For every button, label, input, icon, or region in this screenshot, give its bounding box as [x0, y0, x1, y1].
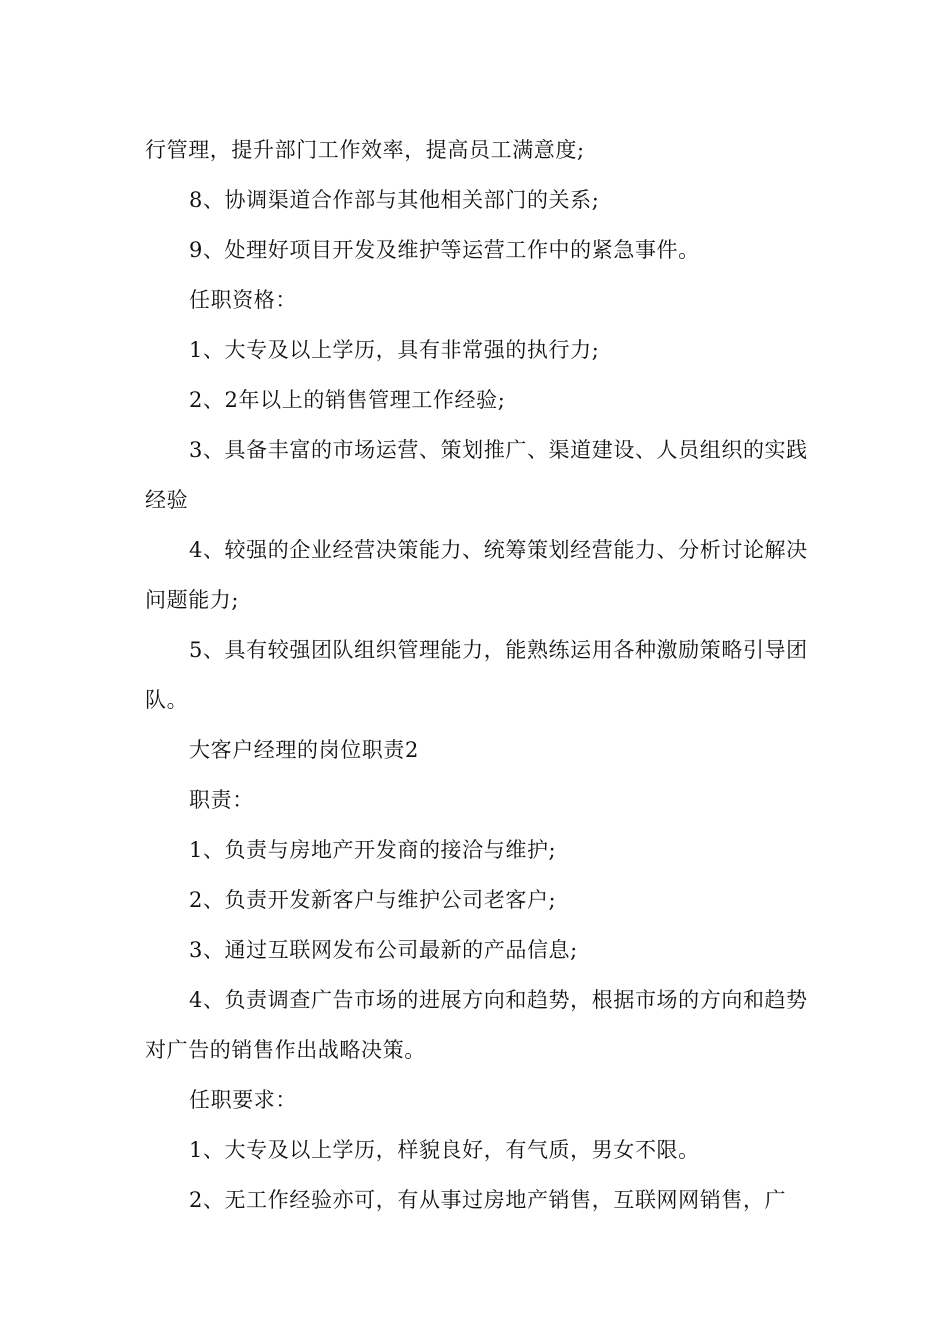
paragraph: 3、具备丰富的市场运营、策划推广、渠道建设、人员组织的实践经验: [145, 438, 808, 512]
paragraph: 1、大专及以上学历，具有非常强的执行力;: [189, 338, 600, 362]
section-title: 大客户经理的岗位职责2: [189, 738, 419, 762]
paragraph: 1、负责与房地产开发商的接洽与维护;: [189, 838, 557, 862]
paragraph: 4、较强的企业经营决策能力、统筹策划经营能力、分析讨论解决问题能力;: [145, 538, 808, 612]
paragraph: 4、负责调查广告市场的进展方向和趋势，根据市场的方向和趋势对广告的销售作出战略决策。: [145, 988, 808, 1062]
paragraph: 3、通过互联网发布公司最新的产品信息;: [189, 938, 578, 962]
section-heading: 任职资格：: [189, 288, 297, 312]
paragraph: 8、协调渠道合作部与其他相关部门的关系;: [189, 188, 600, 212]
paragraph: 1、大专及以上学历，样貌良好，有气质，男女不限。: [189, 1138, 700, 1162]
paragraph: 2、负责开发新客户与维护公司老客户;: [189, 888, 557, 912]
section-heading: 职责：: [189, 788, 254, 812]
paragraph: 2、无工作经验亦可，有从事过房地产销售，互联网网销售，广: [189, 1188, 787, 1212]
paragraph: 行管理，提升部门工作效率，提高员工满意度;: [145, 138, 585, 162]
paragraph: 5、具有较强团队组织管理能力，能熟练运用各种激励策略引导团队。: [145, 638, 808, 712]
section-heading: 任职要求：: [189, 1088, 297, 1112]
paragraph: 2、2年以上的销售管理工作经验;: [189, 388, 506, 412]
paragraph: 9、处理好项目开发及维护等运营工作中的紧急事件。: [189, 238, 700, 262]
